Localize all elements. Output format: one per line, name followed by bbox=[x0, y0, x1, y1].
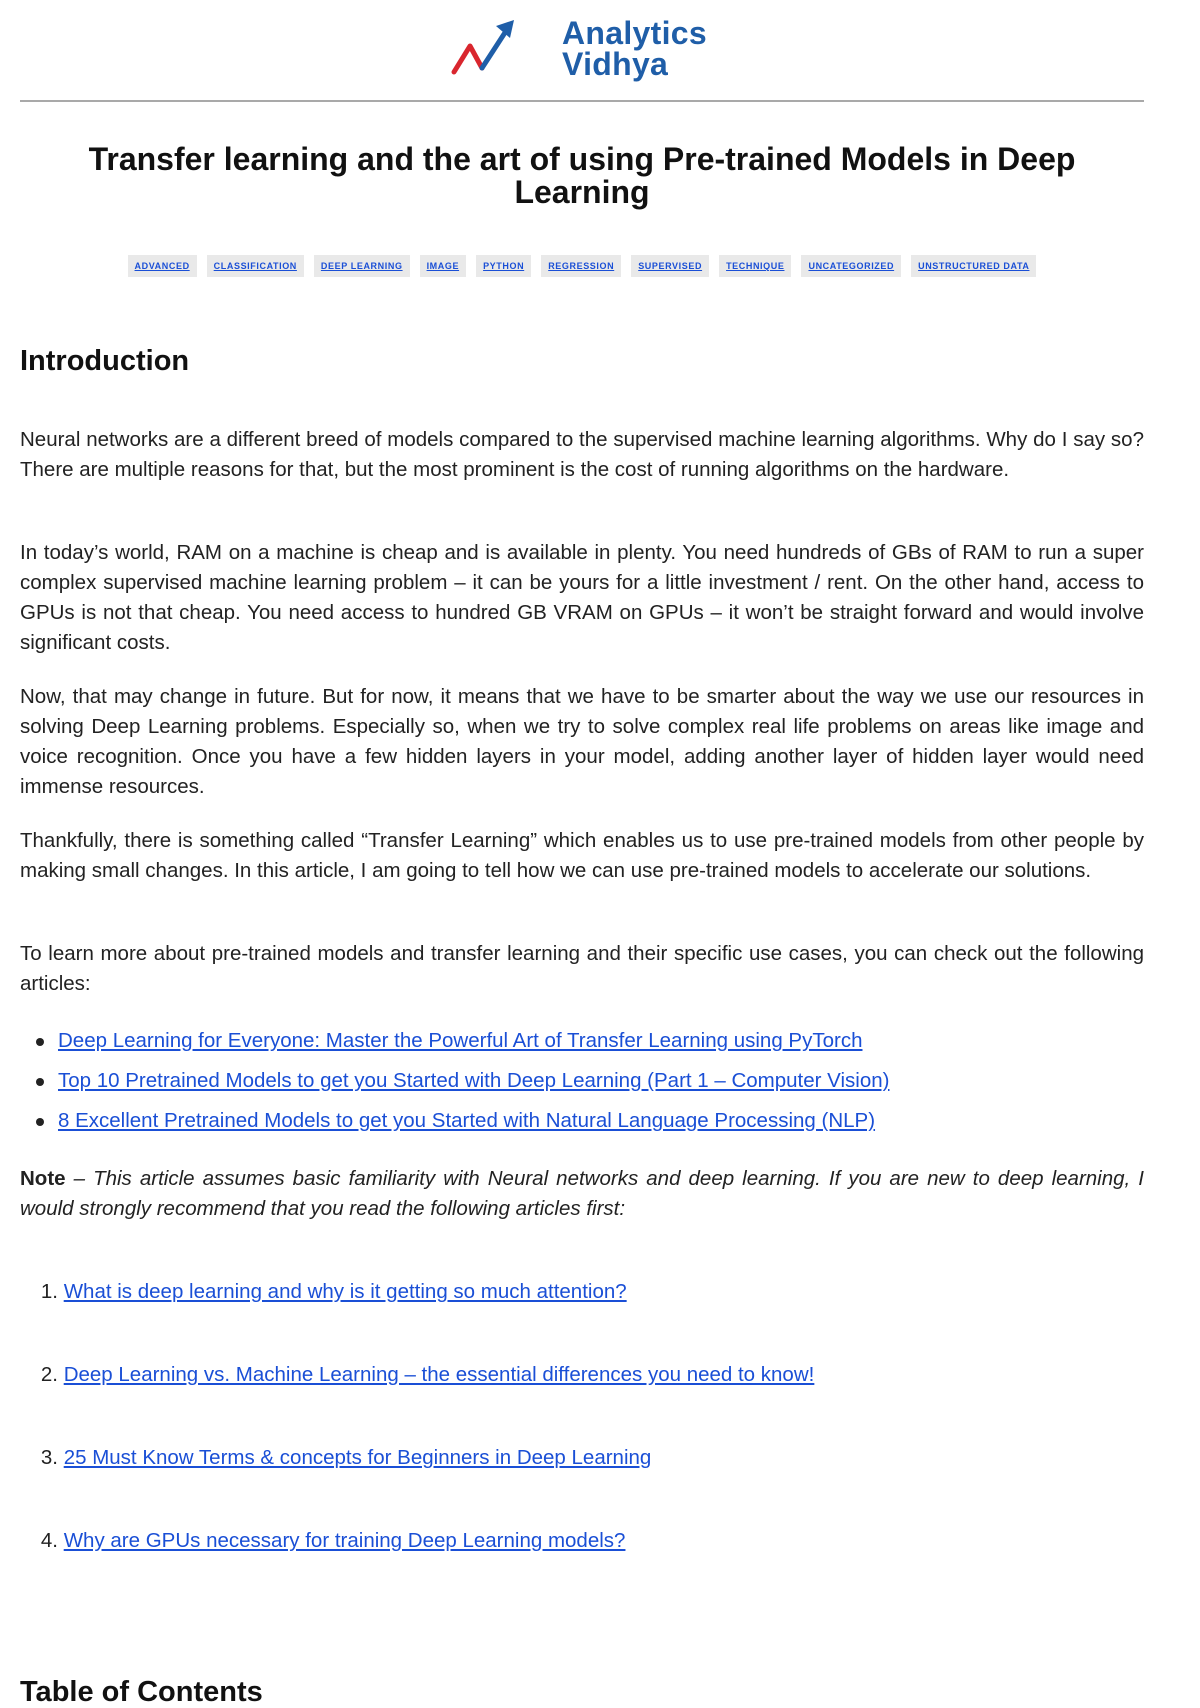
tag-link[interactable]: SUPERVISED bbox=[638, 261, 703, 271]
list-item bbox=[58, 1106, 889, 1146]
tag-chip bbox=[719, 255, 791, 277]
intro-paragraph-2: In today’s world, RAM on a machine is cheap and is available in plenty. You need hundreds of GBs of RAM to run a super complex supervised machine learning problem – it can be yours for a little investment / rent. On the other hand, access to GPUs is not that cheap. You need access to hundred GB VRAM on GPUs – it won’t be straight forward and would involve significant costs. bbox=[20, 541, 1144, 654]
list-item bbox=[20, 1443, 814, 1526]
related-article-link[interactable]: Top 10 Pretrained Models to get you Started with Deep Learning (Part 1 – Computer Vision) bbox=[58, 1069, 890, 1092]
note-text: – This article assumes basic familiarity with Neural networks and deep learning. If you are new to deep learning, I would strongly recommend that you read the following articles first: bbox=[20, 1167, 1144, 1220]
tag-chip bbox=[476, 255, 531, 277]
analytics-vidhya-logo[interactable] bbox=[450, 15, 750, 88]
list-item bbox=[20, 1526, 814, 1609]
prerequisite-article-link[interactable]: What is deep learning and why is it getting so much attention? bbox=[63, 1280, 627, 1303]
related-article-link[interactable]: 8 Excellent Pretrained Models to get you Started with Natural Language Processing (NLP) bbox=[58, 1109, 876, 1132]
tag-chip bbox=[801, 255, 901, 277]
list-number: 2. bbox=[40, 1363, 58, 1386]
tag-link[interactable]: CLASSIFICATION bbox=[213, 261, 297, 271]
list-number: 1. bbox=[40, 1280, 58, 1303]
logo-arrow-icon bbox=[450, 18, 560, 80]
tag-link[interactable]: ADVANCED bbox=[134, 261, 190, 271]
note-paragraph bbox=[20, 1164, 1144, 1224]
tag-link[interactable]: PYTHON bbox=[483, 261, 525, 271]
tag-link[interactable]: IMAGE bbox=[426, 261, 460, 271]
prerequisite-article-link[interactable]: Deep Learning vs. Machine Learning – the essential differences you need to know! bbox=[63, 1363, 815, 1386]
list-item bbox=[58, 1066, 889, 1106]
list-item bbox=[20, 1277, 814, 1360]
intro-paragraph-4: Thankfully, there is something called “Transfer Learning” which enables us to use pre-trained models from other people by making small changes. In this article, I am going to tell how we can use pre-trained models to accelerate our solutions. bbox=[20, 829, 1144, 882]
article-page bbox=[20, 0, 1144, 1708]
logo-line-2: Vidhya bbox=[562, 46, 669, 82]
logo-wordmark bbox=[562, 15, 707, 82]
logo-line-1: Analytics bbox=[562, 15, 707, 51]
tag-chip bbox=[541, 255, 621, 277]
intro-paragraph-1: Neural networks are a different breed of models compared to the supervised machine learning algorithms. Why do I say so? There are multiple reasons for that, but the most prominent is the cost of running algorithms on the hardware. bbox=[20, 428, 1144, 481]
article-title: Transfer learning and the art of using Pre-trained Models in Deep Learning bbox=[88, 141, 1076, 210]
prerequisite-articles-list bbox=[20, 1277, 814, 1609]
tag-link[interactable]: DEEP LEARNING bbox=[320, 261, 403, 271]
tag-chip bbox=[911, 255, 1036, 277]
prerequisite-article-link[interactable]: 25 Must Know Terms & concepts for Beginners in Deep Learning bbox=[63, 1446, 652, 1469]
tag-link[interactable]: REGRESSION bbox=[548, 261, 615, 271]
tag-chip bbox=[314, 255, 410, 277]
tag-chip bbox=[420, 255, 467, 277]
intro-paragraph-3: Now, that may change in future. But for now, it means that we have to be smarter about the way we use our resources in solving Deep Learning problems. Especially so, when we try to solve complex real life problems on areas like image and voice recognition. Once you have a few hidden layers in your model, adding another layer of hidden layer would need immense resources. bbox=[20, 685, 1144, 798]
tag-link[interactable]: UNCATEGORIZED bbox=[808, 261, 895, 271]
note-label: Note bbox=[20, 1167, 66, 1190]
intro-paragraph-5: To learn more about pre-trained models and transfer learning and their specific use cases, you can check out the following articles: bbox=[20, 942, 1144, 995]
list-item bbox=[20, 1360, 814, 1443]
toc-heading: Table of Contents bbox=[20, 1676, 263, 1708]
intro-heading: Introduction bbox=[20, 345, 190, 377]
tag-chip bbox=[631, 255, 709, 277]
tag-link[interactable]: UNSTRUCTURED DATA bbox=[918, 261, 1030, 271]
header-divider bbox=[20, 100, 1144, 102]
bullet-icon bbox=[36, 1038, 44, 1046]
related-article-link[interactable]: Deep Learning for Everyone: Master the Powerful Art of Transfer Learning using PyTorch bbox=[58, 1029, 863, 1052]
related-articles-list bbox=[58, 1026, 889, 1146]
prerequisite-article-link[interactable]: Why are GPUs necessary for training Deep Learning models? bbox=[63, 1529, 626, 1552]
tag-list bbox=[20, 255, 1144, 277]
list-item bbox=[58, 1026, 889, 1066]
list-number: 4. bbox=[40, 1529, 58, 1552]
bullet-icon bbox=[36, 1078, 44, 1086]
tag-chip bbox=[128, 255, 197, 277]
list-number: 3. bbox=[40, 1446, 58, 1469]
bullet-icon bbox=[36, 1118, 44, 1126]
tag-chip bbox=[207, 255, 304, 277]
tag-link[interactable]: TECHNIQUE bbox=[726, 261, 785, 271]
